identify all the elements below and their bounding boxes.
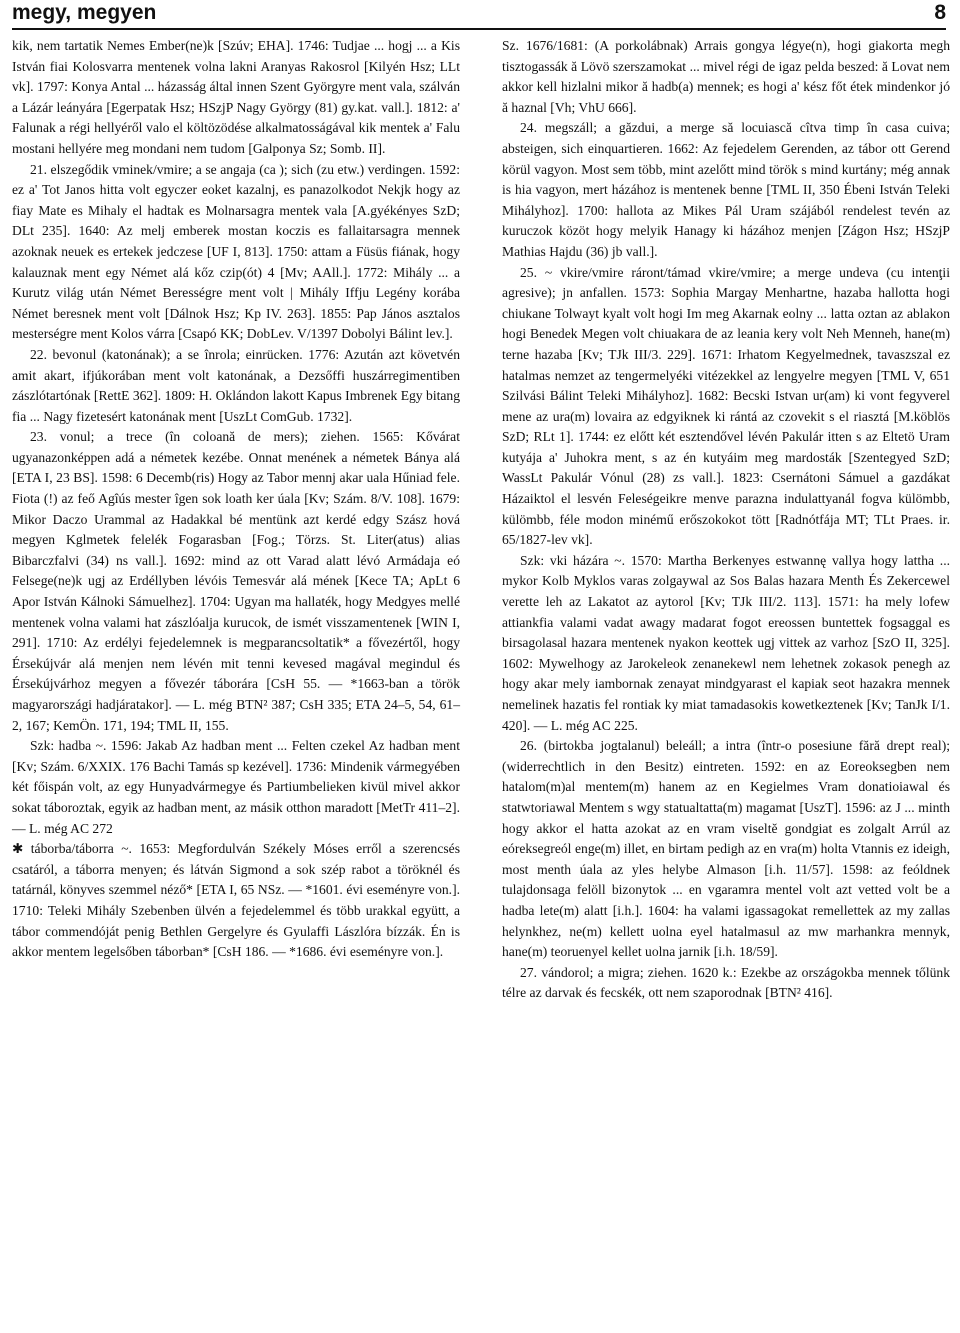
paragraph: 23. vonul; a trece (în coloană de mers); ziehen. 1565: Kővárat ugyanazonképpen adá a németek kezébe. Onnat menének a németek Bánya alá [ETA I, 23 BS]. 1598: 6 Decemb(ris) Hogy az Tabor mennj akar uala Hűniad fele. Fiota (!) az feő Agîús mester îgen sok loath ker úala [Kv; Szám. 8/V. 108]. 1679: Mikor Daczo Urammal az Hadakkal bé mentünk azt kerdé edgy Szász hová megyen Kglmetek felelék Fogarasban [Fog.; Törzs. St. Liter(atus) alias Bibarczfalvi (34) ns vall.]. 1692: mind az ott Varad alatt lévó Armádaja eó Felsege(ne)k ugj az Erdéllyben lévóis Temesvár alá mének [Kece TA; ApLt 6 Apor István Kálnoki Sámuelhez]. 1704: Ugyan ma hallaték, hogy Medgyes mellé mentenek volna valami hat zászlóalja kurucok, de ismét visszamentenek [WIN I, 291]. 1710: Az erdélyi fejedelemnek is megparancsoltatik* a fővezértől, hogy Érsekújvár alá menjen nem lévén mit tenni kevesed magával megindul és Érsekújvárhoz megyen a fővezér táborára [CsH 55. — *1663-ban a török magyarországi hadjáratakor]. — L. még BTN² 387; CsH 335; ETA 24–5, 54, 61–2, 167; KemÖn. 171, 194; TML II, 155. [12,429,460,733]
paragraph: Szk: hadba ~. 1596: Jakab Az hadban ment ... Felten czekel Az hadban ment [Kv; Szám. 6/XXIX. 176 Bachi Tamás sp kezével]. 1736: Mindenik vármegyében két főispán volt, az egy Hunyadvármegye és Partiumbelieken kivül mivel akkor sokat táboroztak, egyik az hadban ment, az másik otthon maradott [MetTr 411–2]. — L. még AC 272 [12,738,460,836]
left-column [12,36,460,963]
paragraph: 22. bevonul (katonának); a se înrola; einrücken. 1776: Azután azt követvén amit akart, ifjúkorában ment volt katonának, a Dezsőffi huszárregimentiben zászlótartónak [RettE 362]. 1809: H. Oklándon lakott Kapus Imbrenek Egy bitang fia ... Nagy fizetesért katonának ment [UszLt ComGub. 1732]. [12,346,460,424]
paragraph: 24. megszáll; a găzdui, a merge să locuiască cîtva timp în casa cuiva; absteigen, sich einquartieren. 1662: Az fejedelem Gerenden, az tábor ott Gerend körül vagyon. Most sem több, mint azelőtt mind török s mind kurtány; még annak is hia vagyon, mert házához is mentenek benne [TML II, 350 Ébeni István Teleki Mihályhoz]. 1700: hallota az Mikes Pál Uram szájából rendelest tevén az kuruczok közöt hogy melyik Hanagy ki házához menjen [Zágon Hsz; HSzjP Mathias Hajdu (36) jb vall.]. [502,120,950,259]
paragraph: 26. (birtokba jogtalanul) beleáll; a intra (într-o posesiune fără drept real); (widerrechtlich in den Besitz) eintreten. 1592: en az Eoreoksegben nem hatalom(m)al mentem(m) hanem az en Kegielmes Vram donatioiawal és statwtoriawal Mentem s wgy statualtatta(m) magamat [UszT]. 1596: az J ... minth hogy akkor el hatta azokat az en vram viseltĕ gondgiat es zolgalt Arrúl az eóreksegreól enge(m) illet, en birtam pedigh az en vra(m) holta Vtannis ez ideigh, most menth úala az yles helybe Almason [i.h. 11/57]. 1598: az feóldnek tulajdonsaga felöll bizonytok ... en vgaramra mentel volt azt vetted volt be a hadba lete(m) alatt [i.h.]. 1604: ha valami igassagokat remellettek az my zallas helynkhez, ne(m) kellett uolna eyel hatalmasul az mw marhankra mennyk, hane(m) teoruenyel kellet uolna jarnik [i.h. 18/59]. [502,738,950,960]
paragraph: 21. elszegődik vminek/vmire; a se angaja (ca ); sich (zu etw.) verdingen. 1592: ez a' Tot Janos hitta volt egyczer eoket kazalnj, es panazolkodot Nekjk hogy az fiay Mate es Mihaly el hadtak es Molnarsagra mentek vala [A.gyékényes SzD; DLt 235]. 1640: Az melj emberek mostan koczis es fallaitarsagra mennek azoknak neuek es ertekek jedczese [UF I, 813]. 1750: attam a Füsüs fiának, hogy kalauznak ment egy Német alá kőz czip(ót) 4 [Mv; AAll.]. 1772: Mihály ... a Kurutz világ után Német Berességre ment volt | Mihály Iffju Legény korába Német beresnek ment volt [Dálnok Hsz; Kp IV. 263]. 1855: Pap János asztalos mesterségre ment Kolos várra [Csapó KK; DobLev. V/1397 Dobolyi Bálint lev.]. [12,161,460,342]
right-column [502,36,950,1004]
paragraph: ✱ táborba/táborra ~. 1653: Megfordulván Székely Móses erről a szerencsés csatáról, a táborra menyen; és látván Sigmond a sok szép rabot a töröknél és tatárnál, könyves szemmel néző* [ETA I, 65 NSz. — *1601. évi eseményre von.]. 1710: Teleki Mihály Szebenben ülvén a fejedelemmel és több urakkal együtt, a tábor commendóját penig Bethlen Gergelyre és Gyulaffi Lászlóra bízzák. Én is akkor mentem legelsőben táborban* [CsH 186. — *1686. évi eseményre von.]. [12,841,460,960]
paragraph: Szk: vki házára ~. 1570: Martha Berkenyes estwannę vallya hogy lattha ... mykor Kolb Myklos varas zolgaywal az Sos Balas hazara Menth És Zekercewel verette leh az Lakatot az aytorol [Kv; TJk III/2. 113]. 1571: ha mely lofew attiankfia valami vadat awagy madarat fogot ereossen buntettek fogsaggal es birsagolasal hazara mentenek nyakon keottek ugj vittek az varhoz [SzO II, 325]. 1602: Mywelhogy az Jarokeleok zenanekewl nem lehetnek zokasok penegh az hogy akar mely iambornak zenayat mindgyarast el kapiak seot hazakra mennek nemelinek hazatis fel rontiak ky miat tamadasokis kowetkeztenek [Kv; TanJk I/1. 420]. — L. még AC 225. [502,552,950,733]
paragraph: 27. vándorol; a migra; ziehen. 1620 k.: Ezekbe az országokba mennek tőlünk télre az darvak és fecskék, ott nem szaporodnak [BTN² 416]. [502,964,950,1001]
paragraph: kik, nem tartatik Nemes Ember(ne)k [Szúv; EHA]. 1746: Tudjae ... hogj ... a Kis István fiai Kolosvarra mentenek volna lakni Aranyas Rakosrol [Kilyén Hsz; LLt vk]. 1797: Konya Antal ... házasság által innen Szent Györgyre ment vala, szálván a Lázár leányára [Egerpatak Hsz; HSzjP Nagy György (81) gy.kat. vall.]. 1812: a' Falunak a régi hellyéről valo el költözödése alkalmatosságával kik mentek a' Falu mostani hellyére meg mondani nem tudom [Galponya Sz; Somb. II]. [12,38,460,156]
page-number: 8 [934,1,946,24]
running-head: megy, megyen [12,1,157,24]
paragraph: 25. ~ vkire/vmire ráront/támad vkire/vmire; a merge undeva (cu intenţii agresive); jn anfallen. 1573: Sophia Margay Menhartne, hazaba hallotta hogi chiukane Tolwayt kyalt volt hogi Im meg Akarnak eolny ... latta oztan az ablakon hogi Benedek Megen volt chiuakara de az leania kery volt Neh Menneh, hane(m) terne hazaba [Kv; TJk III/3. 229]. 1671: Irhatom Kegyelmednek, tavaszszal ez hatalmas nemzet az tengermelyéki vitézekkel az lengyelre megyen [TML V, 651 Szilvási Bálint Teleki Mihályhoz]. 1682: Becski Istvan ur(am) ki vont fegyverel mene az ura(m) lovaira az edgyiknek ki rántá az czovekit s el riasztá [M.köblös SzD; RLt 1]. 1744: ez előtt két esztendővel lévén Pakulár itten s az Eltetö Uram kutyája a' Juhokra ment, s az én kutyáim meg mardosták [Szentegyed SzD; WassLt Pakulár Vónul (28) zs vall.]. 1823: Csernátoni Sámuel a gazdákat Házaiktol el lesvén Feleségeikre menve parazna indulattyanál fogva külömbb, külömbb, féle modon minémű erőszokokot tött [Radnótfája MT; TLt Praes. ir. 65/1827-lev vk]. [502,264,950,548]
page-header [12,0,946,30]
paragraph: Sz. 1676/1681: (A porkolábnak) Arrais gongya légye(n), hogi giakorta megh tisztogassák ă Lövö szerszamokat ... mivel régi de igaz pelda beszed: ă Lovat nem akkor kell hizlalni mikor ă hadb(a) mennek; es hogi a' kész főt étek mindenkor jó ă haznal [Vh; VhU 666]. [502,38,950,115]
